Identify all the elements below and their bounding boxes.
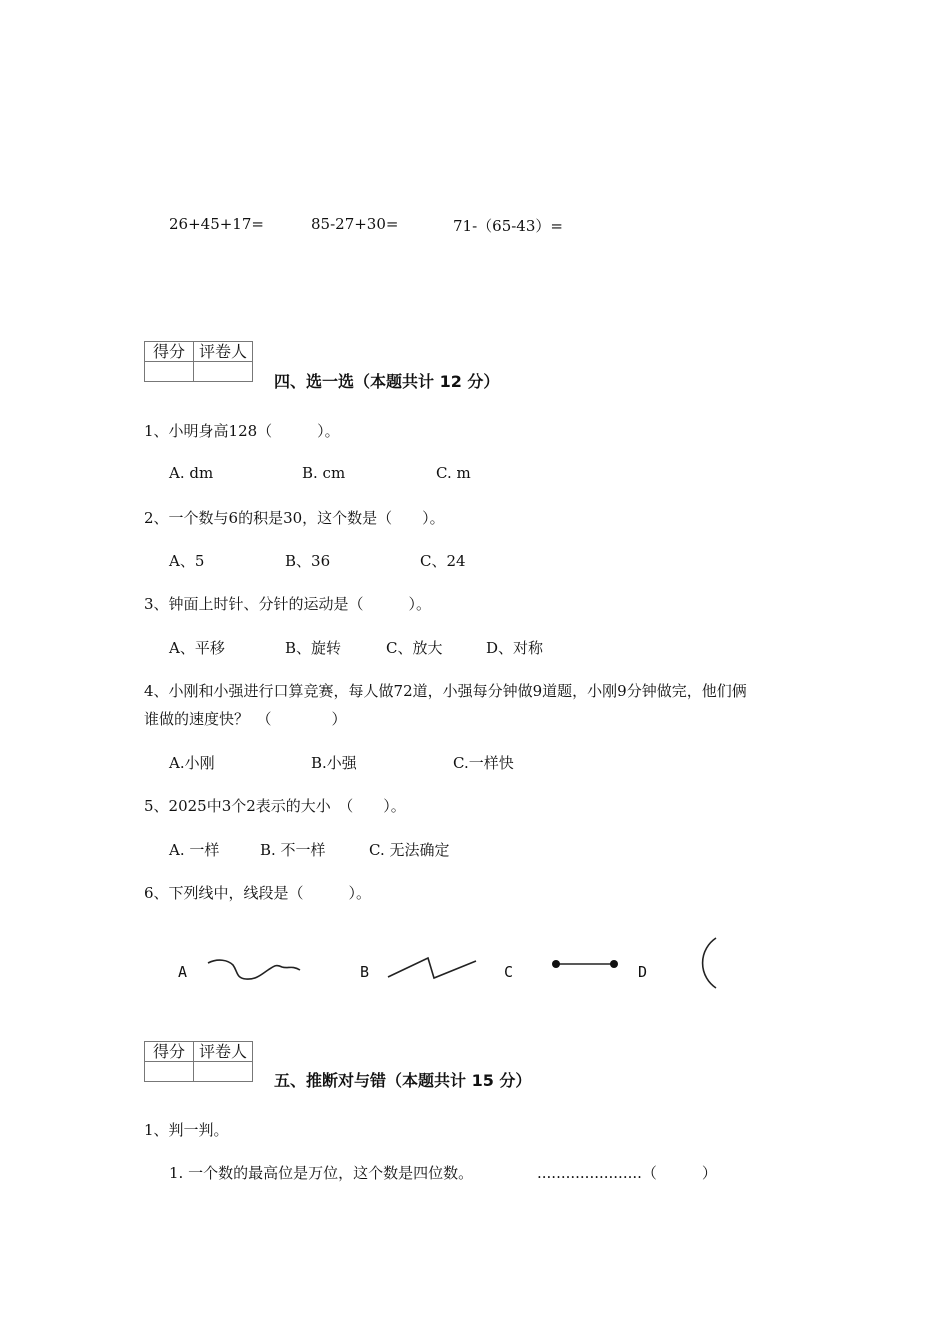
- q5-option-a[interactable]: A. 一样: [169, 841, 220, 859]
- broken-line-b: [388, 958, 476, 978]
- segment-c-endpoint-right: [610, 960, 618, 968]
- score-label: 得分: [145, 1042, 194, 1062]
- q3-option-d[interactable]: D、对称: [486, 639, 544, 657]
- grader-label: 评卷人: [194, 342, 253, 362]
- q2-option-c[interactable]: C、24: [420, 552, 466, 570]
- q4-option-b[interactable]: B.小强: [311, 754, 357, 772]
- q5-option-c[interactable]: C. 无法确定: [369, 841, 450, 859]
- arith-3: 71-（65-43）=: [453, 217, 563, 235]
- q4-text-line1: 4、小刚和小强进行口算竞赛，每人做72道，小强每分钟做9道题，小刚9分钟做完，他们俩: [144, 682, 747, 700]
- s5-item1-answer[interactable]: ......................（ ）: [537, 1164, 717, 1182]
- curve-line-a: [208, 960, 300, 979]
- arith-2: 85-27+30=: [311, 215, 399, 233]
- q3-text: 3、钟面上时针、分针的运动是（ ）。: [144, 595, 432, 613]
- q6-label-c[interactable]: C: [504, 963, 514, 981]
- q4-option-c[interactable]: C.一样快: [453, 754, 514, 772]
- q3-option-b[interactable]: B、旋转: [285, 639, 342, 657]
- q1-text: 1、小明身高128（ ）。: [144, 422, 340, 440]
- q3-option-c[interactable]: C、放大: [386, 639, 443, 657]
- score-box-section4: [144, 341, 253, 382]
- q2-text: 2、一个数与6的积是30，这个数是（ ）。: [144, 509, 445, 527]
- section4-title: 四、选一选（本题共计 12 分）: [274, 372, 500, 391]
- score-cell[interactable]: [145, 1062, 194, 1082]
- score-label: 得分: [145, 342, 194, 362]
- section5-title: 五、推断对与错（本题共计 15 分）: [274, 1071, 532, 1090]
- q1-option-a[interactable]: A. dm: [169, 464, 214, 482]
- grader-cell[interactable]: [194, 362, 253, 382]
- q4-option-a[interactable]: A.小刚: [169, 754, 215, 772]
- q1-option-b[interactable]: B. cm: [302, 464, 346, 482]
- grader-cell[interactable]: [194, 1062, 253, 1082]
- q6-label-b[interactable]: B: [360, 963, 370, 981]
- segment-c-endpoint-left: [552, 960, 560, 968]
- arc-d: [703, 938, 716, 988]
- s5-q1-text: 1、判一判。: [144, 1121, 229, 1139]
- q5-text: 5、2025中3个2表示的大小 （ ）。: [144, 797, 406, 815]
- s5-item1-text: 1. 一个数的最高位是万位，这个数是四位数。: [169, 1164, 474, 1182]
- score-box-section5: [144, 1041, 253, 1082]
- score-cell[interactable]: [145, 362, 194, 382]
- q6-figures: [0, 930, 950, 1010]
- q1-option-c[interactable]: C. m: [436, 464, 471, 482]
- q3-option-a[interactable]: A、平移: [169, 639, 225, 657]
- q2-option-a[interactable]: A、5: [169, 552, 205, 570]
- arith-1: 26+45+17=: [169, 215, 264, 233]
- grader-label: 评卷人: [194, 1042, 253, 1062]
- q6-label-a[interactable]: A: [178, 963, 188, 981]
- q4-text-line2: 谁做的速度快？ （ ）: [144, 710, 347, 728]
- q5-option-b[interactable]: B. 不一样: [260, 841, 326, 859]
- q6-label-d[interactable]: D: [638, 963, 648, 981]
- q6-text: 6、下列线中，线段是（ ）。: [144, 884, 372, 902]
- q2-option-b[interactable]: B、36: [285, 552, 331, 570]
